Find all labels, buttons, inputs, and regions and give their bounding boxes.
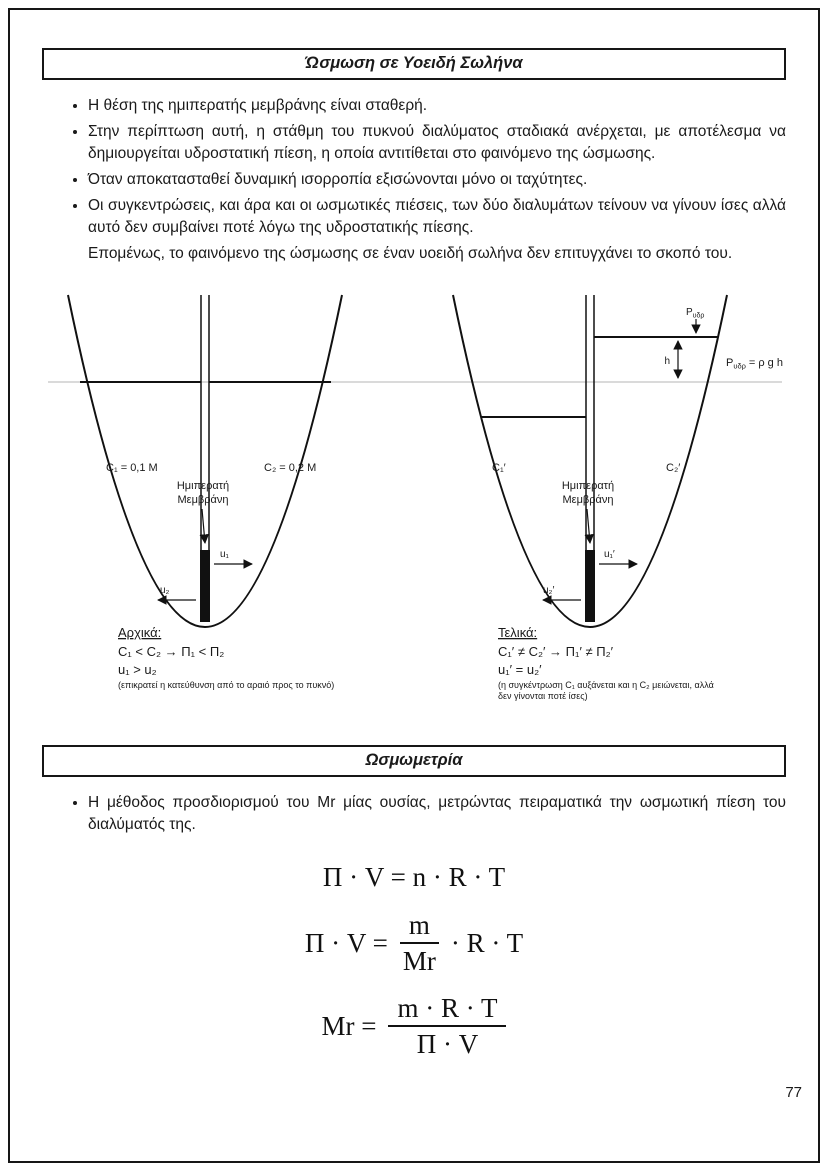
osmosis-diagram-svg	[40, 285, 790, 705]
left-caption-line2: u₁ > u₂	[118, 662, 157, 677]
right-semipermeable-membrane	[585, 550, 595, 622]
left-semipermeable-membrane	[200, 550, 210, 622]
right-tube-group	[453, 295, 783, 701]
left-caption-title: Αρχικά:	[118, 625, 162, 640]
height-h-label: h	[664, 356, 670, 367]
membrane-pointer-arrow	[587, 509, 590, 543]
osmosis-diagram	[40, 285, 790, 705]
formula2-fraction	[400, 911, 439, 976]
formula-pv-m-over-mr	[305, 911, 523, 976]
c2-concentration-label: C₂ = 0,2 M	[264, 462, 317, 474]
right-caption-title: Τελικά:	[498, 625, 538, 640]
formula3-denominator: Π · V	[416, 1029, 479, 1060]
section1-title-box	[42, 48, 786, 80]
section2-title: Ωσμωμετρία	[365, 751, 463, 769]
p-sub: υδρ	[692, 312, 705, 320]
membrane-label-line2: Μεμβράνη	[177, 494, 229, 506]
left-caption-note: (επικρατεί η κατεύθυνση από το αραιό προς το πυκνό)	[118, 680, 335, 690]
c1-concentration-label: C₁ = 0,1 M	[106, 462, 158, 474]
p-formula-rest: = ρ g h	[748, 357, 783, 369]
membrane-pointer-arrow	[202, 509, 205, 543]
formula3-fraction	[388, 994, 506, 1059]
p-formula-sub: υδρ	[733, 361, 746, 371]
bullet-item: • Η μέθοδος προσδιορισμού του Mr μίας ουσίας, μετρώντας πειραματικά την ωσμωτική πίεση του διαλύματός της.	[88, 792, 786, 836]
left-caption-line1: C₁ < C₂ → Π₁ < Π₂	[118, 644, 225, 659]
right-caption-line2: u₁′ = u₂′	[498, 662, 542, 677]
p-formula-main: P	[726, 357, 734, 369]
section2-title-box	[42, 745, 786, 777]
formula1-text: Π · V = n · R · T	[322, 862, 506, 892]
membrane-label-line1: Ημιπερατή	[176, 480, 230, 492]
formula2-lhs: Π · V =	[304, 927, 388, 958]
p-hydrostatic-formula	[726, 357, 783, 371]
formula-pvnrt	[323, 862, 505, 893]
section1-bullet-list	[66, 95, 786, 265]
bullet-item: • Όταν αποκατασταθεί δυναμική ισορροπία εξισώνονται μόνο οι ταχύτητες.	[88, 169, 786, 191]
right-caption-note-line1: (η συγκέντρωση C₁ αυξάνεται και η C₂ μειώνεται, αλλά	[498, 680, 714, 690]
left-tube-group	[68, 295, 342, 690]
formula2-rhs: · R · T	[450, 927, 524, 958]
u2-prime-label: u₂′	[543, 585, 555, 596]
section2-bullet-list	[66, 792, 786, 836]
page-number: 77	[785, 1084, 802, 1101]
right-caption-note-line2: δεν γίνονται ποτέ ίσες)	[498, 691, 588, 701]
formula-block	[0, 862, 828, 1058]
formula2-denominator: Mr	[402, 946, 436, 977]
right-caption-line1: C₁′ ≠ C₂′ → Π₁′ ≠ Π₂′	[498, 644, 614, 659]
bullet-item: • Οι συγκεντρώσεις, και άρα και οι ωσμωτικές πιέσεις, των δύο διαλυμάτων τείνουν να γίνουν ίσες αλλά αυτό δεν συμβαίνει ποτέ λόγω της υδροστατικής πίεσης.	[88, 195, 786, 239]
formula2-numerator: m	[400, 911, 439, 944]
formula3-lhs: Mr =	[321, 1010, 377, 1041]
p-main: P	[686, 307, 693, 318]
p-hydrostatic-label	[686, 307, 704, 320]
u2-label: u₂	[160, 585, 170, 596]
u1-prime-label: u₁′	[604, 549, 615, 560]
formula-mr	[322, 994, 507, 1059]
bullet-item: • Στην περίπτωση αυτή, η στάθμη του πυκνού διαλύματος σταδιακά ανέρχεται, με αποτέλεσμα να δημιουργείται υδροστατική πίεση, η οποία αντιτίθεται στο φαινόμενο της ώσμωσης.	[88, 121, 786, 165]
formula3-numerator: m · R · T	[388, 994, 506, 1027]
membrane-label-line2: Μεμβράνη	[562, 494, 614, 506]
section1-title: Ώσμωση σε Υοειδή Σωλήνα	[305, 54, 523, 72]
bullet-continuation: Επομένως, το φαινόμενο της ώσμωσης σε έναν υοειδή σωλήνα δεν επιτυγχάνει το σκοπό του.	[88, 245, 733, 262]
membrane-label-line1: Ημιπερατή	[561, 480, 615, 492]
c1-prime-label: C₁′	[492, 462, 506, 474]
u1-label: u₁	[220, 549, 229, 560]
bullet-item: • Η θέση της ημιπερατής μεμβράνης είναι σταθερή.	[88, 95, 786, 117]
c2-prime-label: C₂′	[666, 462, 681, 474]
